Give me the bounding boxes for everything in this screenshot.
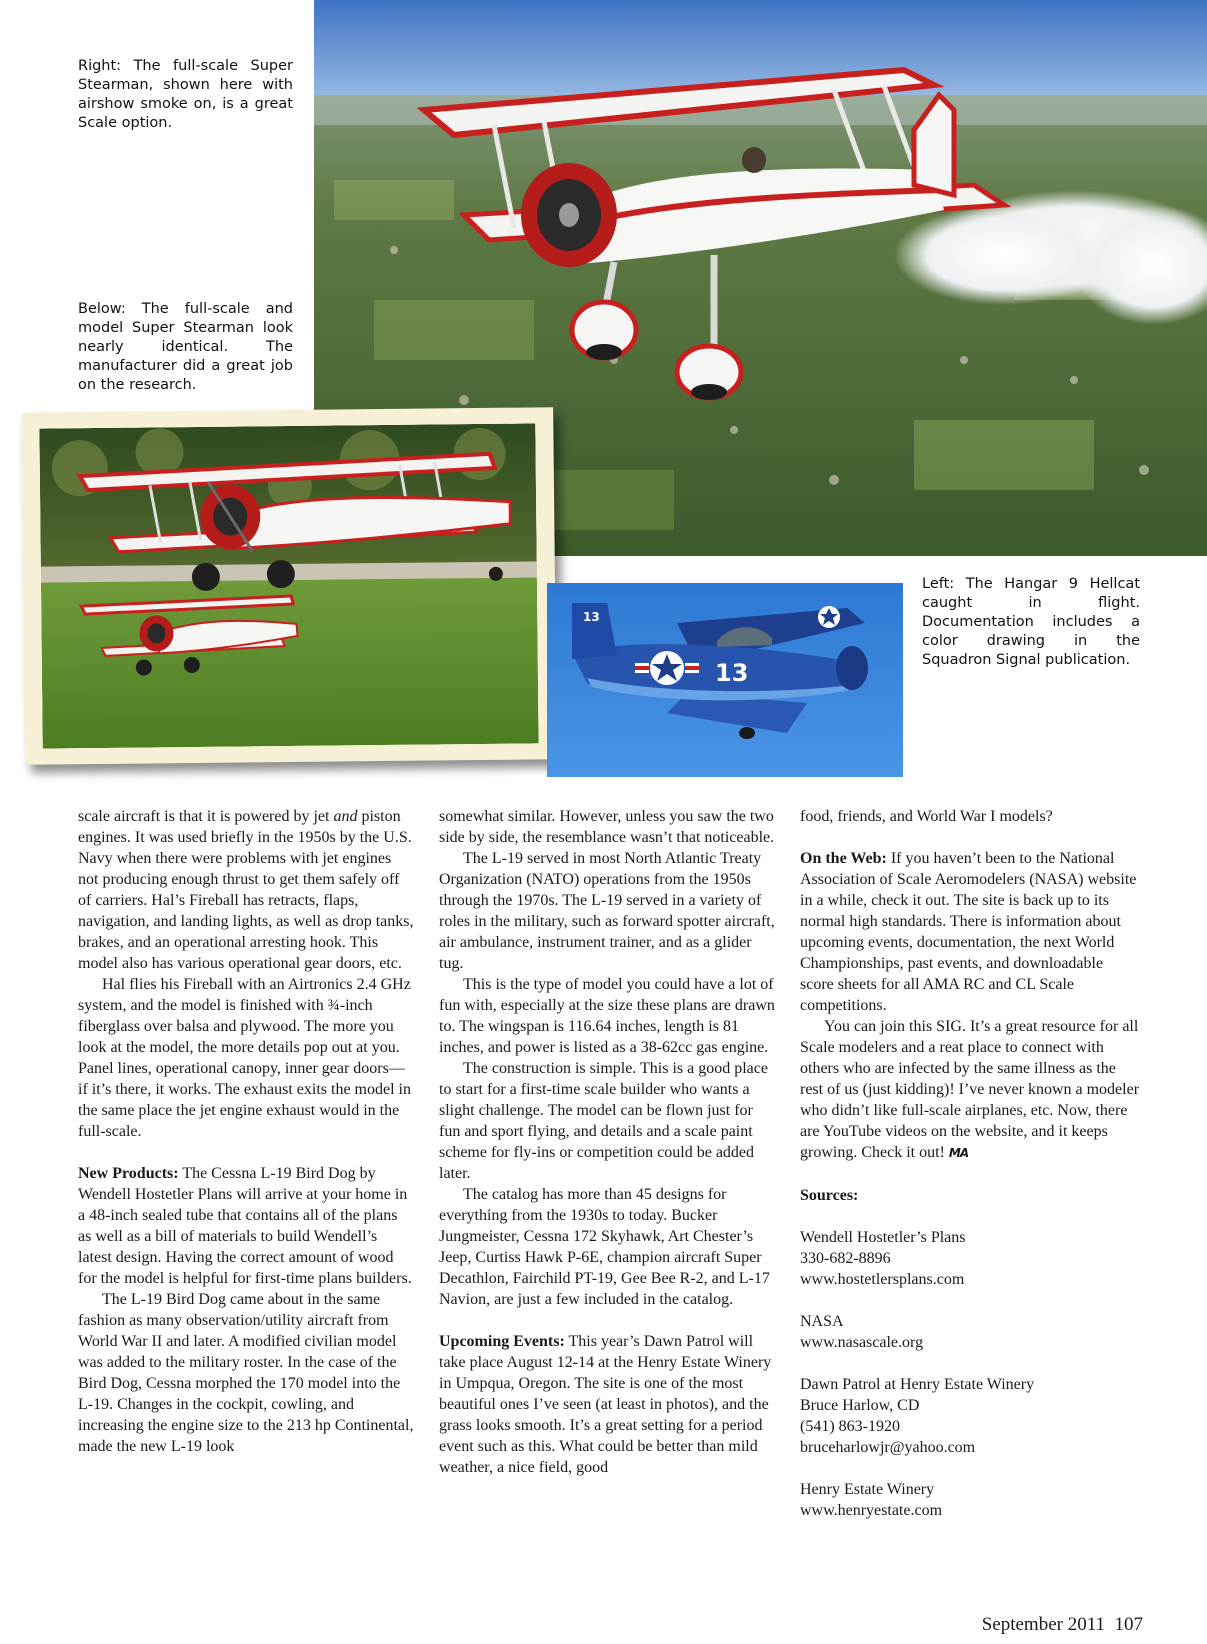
hellcat-illustration (547, 583, 903, 777)
article-column-2 (439, 806, 777, 1478)
source-line: Dawn Patrol at Henry Estate Winery (800, 1376, 1035, 1393)
source-entry (800, 1311, 1140, 1353)
col3-paragraph-3: You can join this SIG. It’s a great resource for all Scale modelers and a reat place to connect with others who are infected by the same illness as the rest of us (just kidding)! I’ve never known a modeler who didn’t like full-scale airplanes, etc. Now, there are YouTube videos on the website, and it keeps growing. Check it out! MA (800, 1018, 1140, 1161)
source-line: 330-682-8896 (800, 1250, 891, 1267)
hellcat-tail-number: 13 (583, 610, 600, 624)
col2-paragraph-1: somewhat similar. However, unless you saw the two side by side, the resemblance wasn’t that noticeable. (439, 808, 775, 846)
caption-stearman-comparison: Below: The full-scale and model Super Stearman look nearly identical. The manufacturer did a great job on the research. (78, 301, 293, 393)
sources-list (800, 1227, 1140, 1521)
col2-paragraph-upcoming-events: Upcoming Events: This year’s Dawn Patrol will take place August 12-14 at the Henry Estate Winery in Umpqua, Oregon. The site is one of the most beautiful ones I’ve seen (at least in photos), and the grass looks smooth. It’s a great setting for a period event such as this. What could be better than mild weather, a nice field, good (439, 1333, 772, 1476)
end-mark-ma: MA (948, 1146, 969, 1160)
col1-paragraph-4: The L-19 Bird Dog came about in the same fashion as many observation/utility aircraft from World War II and later. A modified civilian model was added to the military roster. In the case of the Bird Dog, Cessna morphed the 170 model into the L-19. Changes in the cockpit, cowling, and increasing the engine size to the 213 hp Continental, made the new L-19 look (78, 1291, 414, 1455)
source-line: Wendell Hostetler’s Plans (800, 1229, 966, 1246)
col2-paragraph-4: The construction is simple. This is a good place to start for a first-time scale builder who wants a slight challenge. The model can be flown just for fun and sport flying, and details and a scale paint scheme for fly-ins or competition could be added later. (439, 1060, 768, 1182)
col3-paragraph-on-the-web: On the Web: If you haven’t been to the National Association of Scale Aeromodelers (NASA) website in a while, check it out. The site is back up to its normal high standards. There is information about upcoming events, documentation, the next World Championships, past events, and downloadable score sheets for all AMA RC and CL Scale competitions. (800, 850, 1137, 1014)
source-line: Bruce Harlow, CD (800, 1397, 920, 1414)
hellcat-fuselage-number: 13 (715, 659, 749, 687)
section-head-sources: Sources: (800, 1187, 859, 1204)
source-line: NASA (800, 1313, 844, 1330)
article-column-1 (78, 806, 414, 1457)
photo-hellcat-flight (547, 583, 903, 777)
source-entry (800, 1479, 1140, 1521)
stearman-models-illustration (39, 423, 538, 748)
page-folio (958, 1614, 1143, 1636)
caption-super-stearman: Right: The full-scale Super Stearman, shown here with airshow smoke on, is a great Scale option. (78, 58, 293, 131)
source-entry (800, 1227, 1140, 1290)
photo-frame-stearman-models (21, 407, 557, 765)
source-line: bruceharlowjr@yahoo.com (800, 1439, 976, 1456)
col2-paragraph-3: This is the type of model you could have a lot of fun with, especially at the size these plans are drawn to. The wingspan is 116.64 inches, length is 81 inches, and power is listed as a 38-62cc gas engine. (439, 976, 775, 1056)
col1-paragraph-2: Hal flies his Fireball with an Airtronics 2.4 GHz system, and the model is finished with ¾-inch fiberglass over balsa and plywood. The more you look at the model, the more details pop out at you. Panel lines, operational canopy, inner gear doors—if it’s there, it works. The exhaust exits the model in the same place the jet engine exhaust would in the full-scale. (78, 976, 411, 1140)
source-entry (800, 1374, 1140, 1458)
folio-page-number: 107 (1114, 1614, 1143, 1635)
folio-issue: September 2011 (981, 1614, 1105, 1635)
caption-hellcat: Left: The Hangar 9 Hellcat caught in flight. Documentation includes a color drawing in the Squadron Signal publication. (922, 576, 1140, 668)
source-line: Henry Estate Winery (800, 1481, 935, 1498)
col2-paragraph-2: The L-19 served in most North Atlantic Treaty Organization (NATO) operations from the 1950s through the 1970s. The L-19 served in a variety of roles in the military, such as forward spotter aircraft, air ambulance, instrument trainer, and as a glider tug. (439, 850, 775, 972)
article-column-3 (800, 806, 1140, 1521)
source-line: (541) 863-1920 (800, 1418, 900, 1435)
source-line: www.hostetlersplans.com (800, 1271, 965, 1288)
section-head-on-the-web: On the Web: (800, 850, 887, 867)
col1-paragraph-1: scale aircraft is that it is powered by jet and piston engines. It was used briefly in the 1950s by the U.S. Navy when there were problems with jet engines not producing enough thrust to get them safely off of carriers. Hal’s Fireball has retracts, flaps, navigation, and landing lights, as well as drop tanks, brakes, and an operational arresting hook. This model also has various operational gear doors, etc. (78, 808, 414, 972)
photo-stearman-models (39, 423, 538, 748)
source-line: www.nasascale.org (800, 1334, 924, 1351)
col1-paragraph-new-products: New Products: The Cessna L-19 Bird Dog by Wendell Hostetler Plans will arrive at your home in a 48-inch sealed tube that contains all of the plans as well as a bill of materials to build Wendell’s latest design. Having the correct amount of wood for the model is helpful for first-time plans builders. (78, 1165, 412, 1287)
source-line: www.henryestate.com (800, 1502, 943, 1519)
col3-paragraph-1: food, friends, and World War I models? (800, 808, 1053, 825)
col2-paragraph-5: The catalog has more than 45 designs for everything from the 1930s to today. Bucker Jungmeister, Cessna 172 Skyhawk, Art Chester’s Jeep, Curtiss Hawk P-6E, champion aircraft Super Decathlon, Fairchild PT-19, Gee Bee R-2, and L-17 Navion, are just a few included in the catalog. (439, 1186, 770, 1308)
section-head-new-products: New Products: (78, 1165, 179, 1182)
section-head-upcoming-events: Upcoming Events: (439, 1333, 565, 1350)
